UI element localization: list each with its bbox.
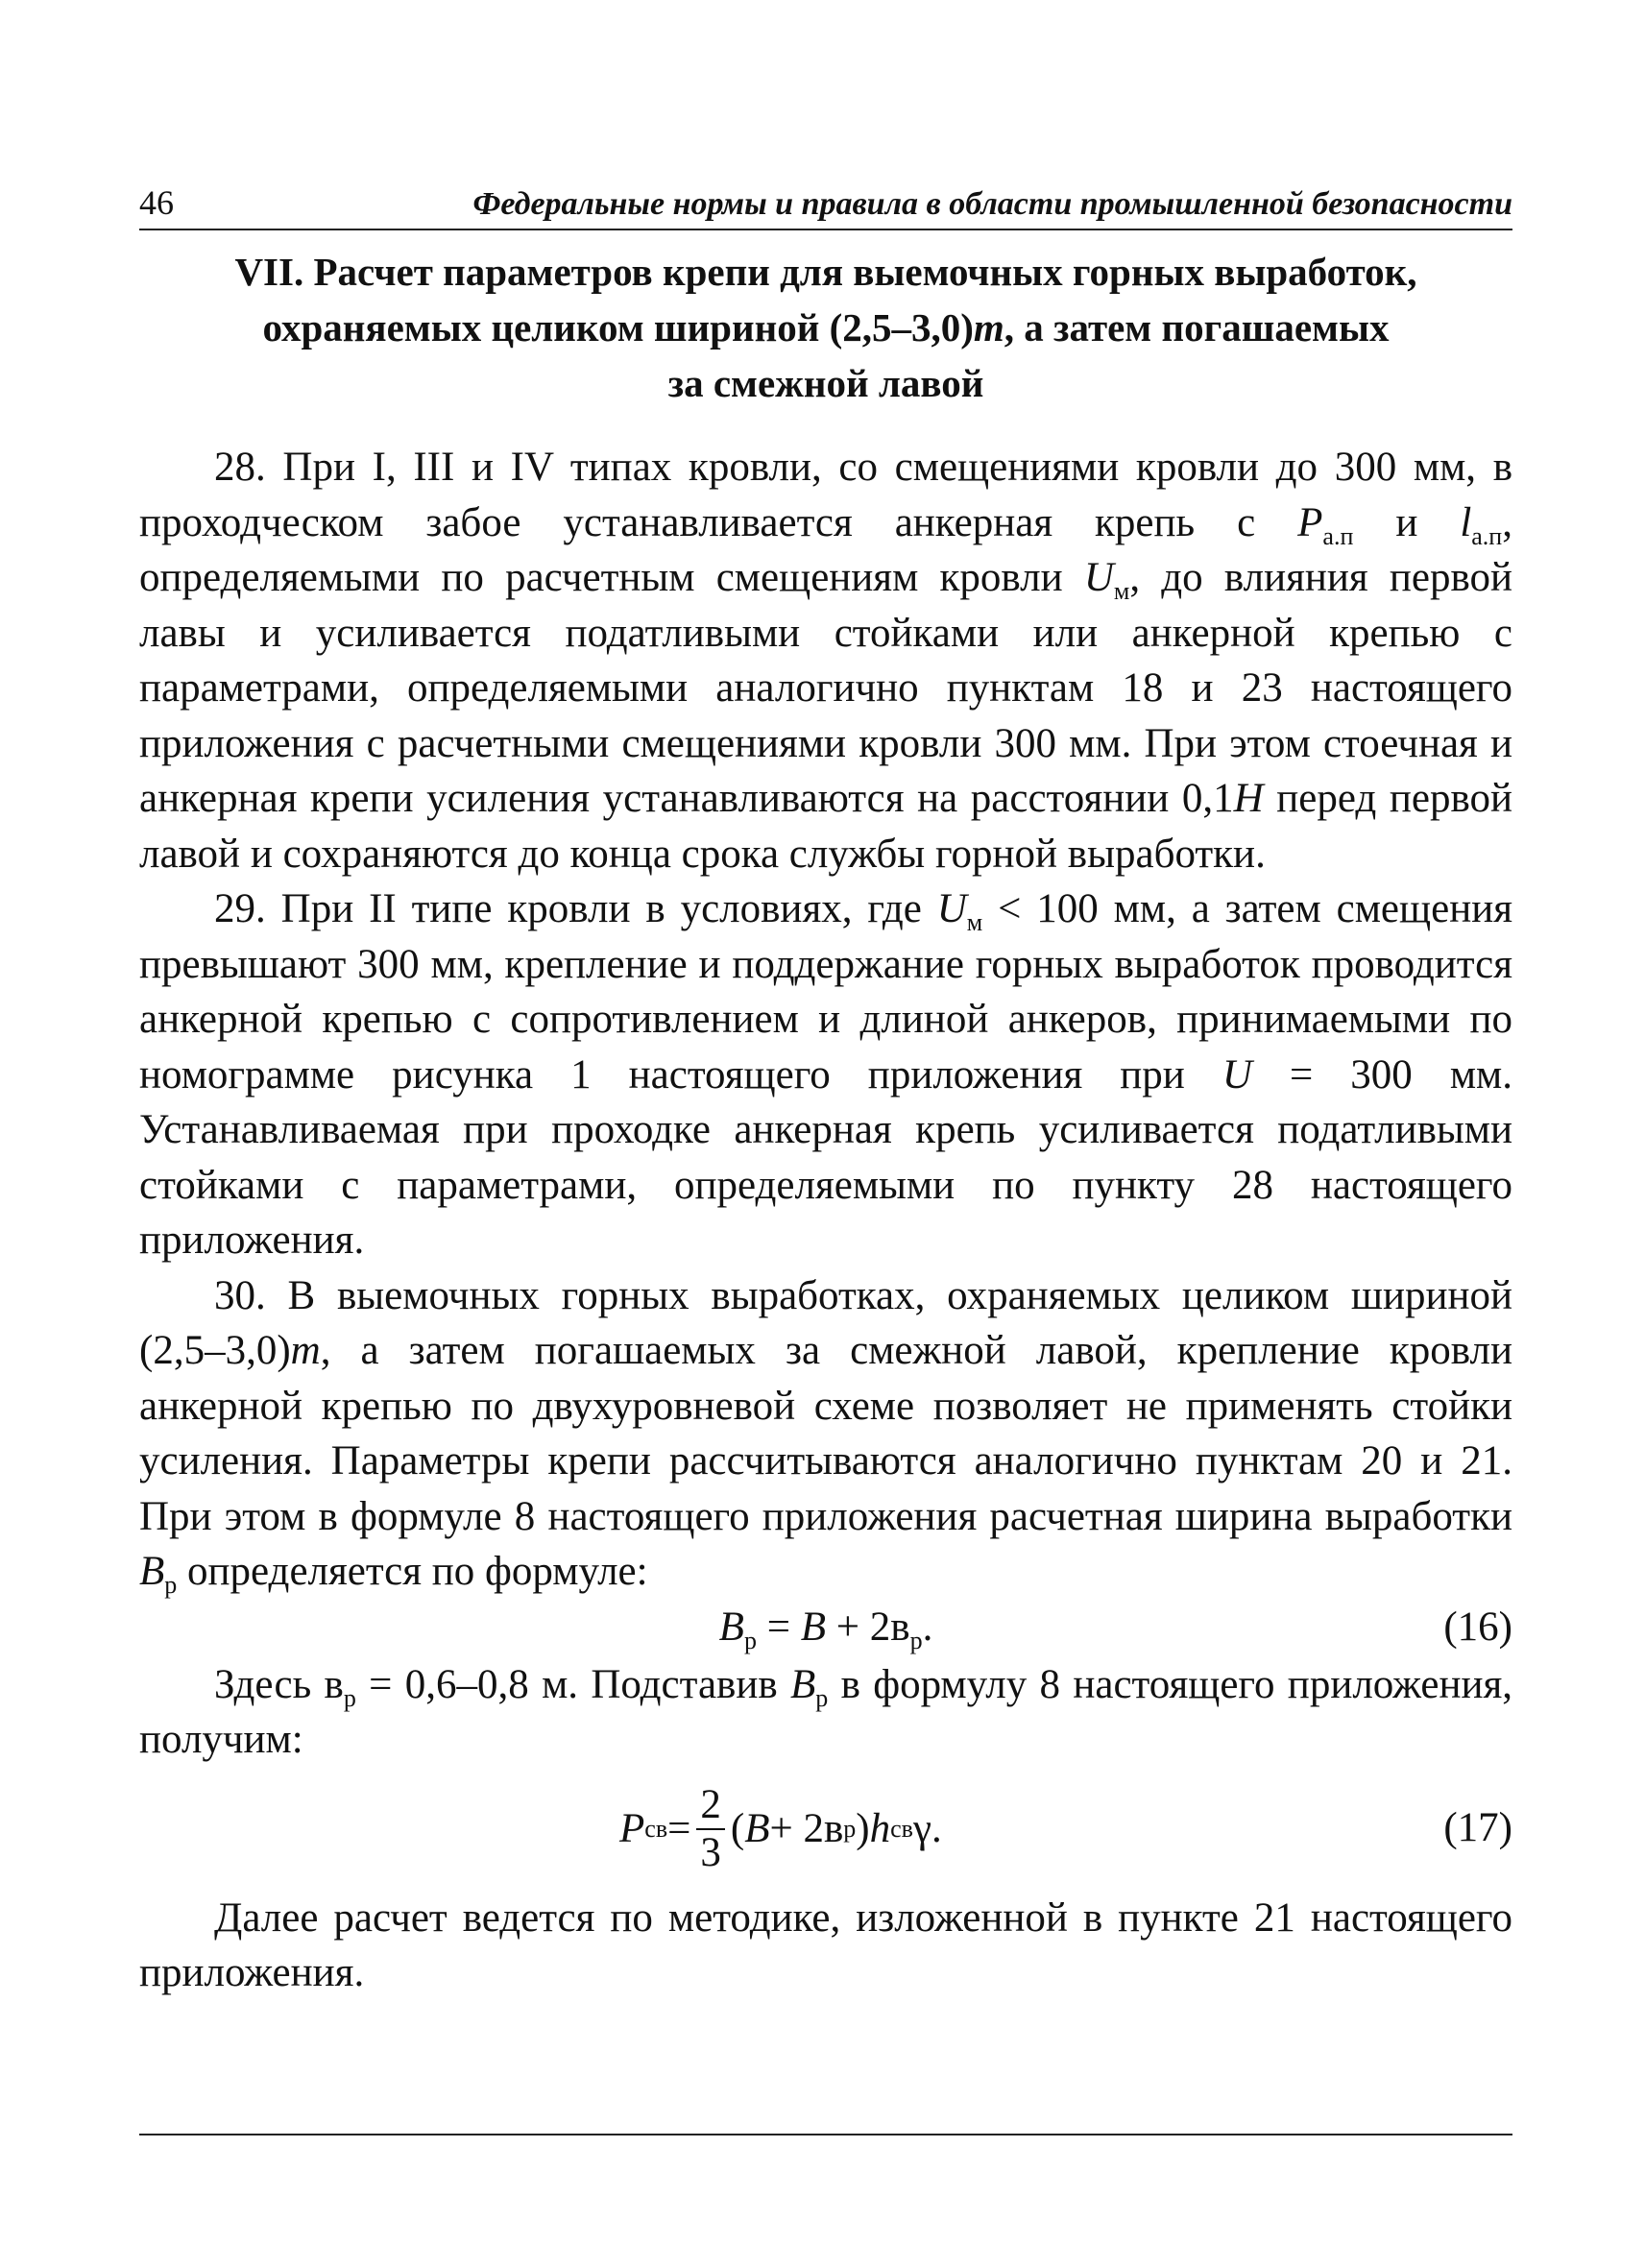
page-header	[139, 173, 1512, 230]
bottom-rule	[139, 2134, 1512, 2135]
fraction-2-3: $\frac{2}{3}$	[696, 1782, 725, 1876]
section-title-line-2: охраняемых целиком шириной (2,5–3,0)m, а затем погашаемых	[262, 305, 1390, 350]
document-body	[139, 440, 1512, 2001]
formula-16-number: (16)	[1443, 1604, 1512, 1650]
paragraph-29: 29. При II типе кровли в условиях, где $U_м < 100$ мм, а затем смещения превышают 300 мм, крепление и поддержание горных выработок проводится анкерной крепью с сопротивлением и длиной анкеров, принимаемыми по номограмме рисунка 1 настоящего приложения при U = 300 мм. Устанавливаемая при проходке анкерная крепь усиливается податливыми стойками с параметрами, определяемыми по пункту 28 настоящего приложения.	[139, 886, 1512, 1263]
paragraph-here: Здесь $в_р = 0,6-0,8$ м. Подставив $B_р$ в формулу 8 настоящего приложения, получим:	[139, 1661, 1512, 1762]
paragraph-30: 30. В выемочных горных выработках, охраняемых целиком шириной (2,5–3,0)m, а затем погашаемых за смежной лавой, крепление кровли анкерной крепью по двухуровневой схеме позволяет не применять стойки усиления. Параметры крепи рассчитываются аналогично пунктам 20 и 21. При этом в формуле 8 настоящего приложения расчетная ширина выработки $B_р$ определяется по формуле:	[139, 1272, 1512, 1599]
paragraph-28: 28. При I, III и IV типах кровли, со смещениями кровли до 300 мм, в проходческом забое устанавливается анкерная крепь с $P_{а.п}$ и $l_{а.п}$, определяемыми по расчетным смещениям кровли $U_м$, до влияния первой лавы и усиливается податливыми стойками или анкерной крепью с параметрами, определяемыми аналогично пунктам 18 и 23 настоящего приложения с расчетными смещениями кровли 300 мм. При этом стоечная и анкерная крепи усиления устанавливаются на расстоянии 0,1H перед первой лавой и сохраняются до конца срока службы горной выработки.	[139, 445, 1512, 877]
document-page	[139, 173, 1512, 2001]
formula-17	[139, 1768, 1512, 1891]
formula-17-expression: P св = $\frac{2}{3}$ ( B + 2в р ) h св γ.	[619, 1781, 942, 1875]
running-title: Федеральные нормы и правила в области промышленной безопасности	[472, 186, 1512, 222]
paragraph-final: Далее расчет ведется по методике, изложенной в пункте 21 настоящего приложения.	[139, 1894, 1512, 1995]
formula-16	[139, 1600, 1512, 1657]
formula-16-expression: $B_р = B + 2в_р$.	[718, 1604, 933, 1654]
section-title-line-1: VII. Расчет параметров крепи для выемочных горных выработок,	[234, 250, 1417, 294]
formula-17-number: (17)	[1443, 1804, 1512, 1850]
section-title	[139, 244, 1512, 411]
page-number: 46	[139, 183, 174, 222]
section-title-line-3: за смежной лавой	[667, 361, 984, 405]
